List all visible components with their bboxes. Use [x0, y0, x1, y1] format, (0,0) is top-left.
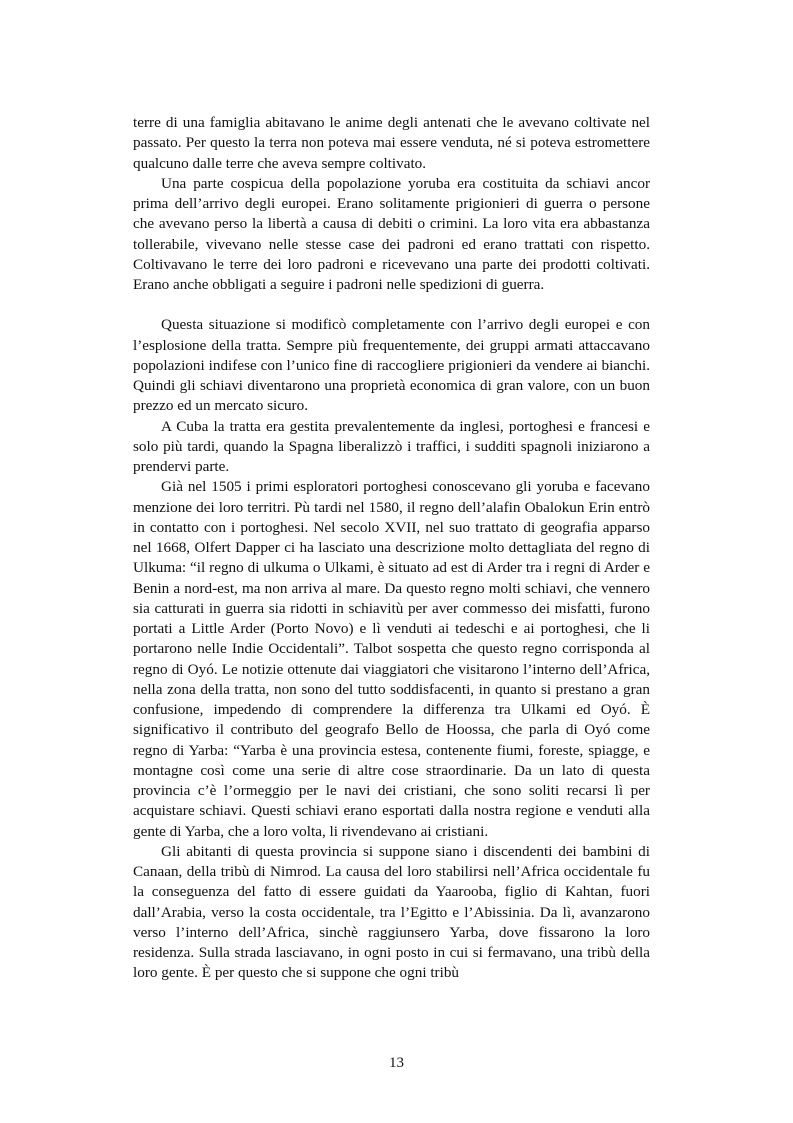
paragraph-slave-trade: Questa situazione si modificò completamente con l’arrivo degli europei e con l’esplosione della tratta. Sempre più frequentemente, dei gruppi armati attaccavano popolazioni indifese con l’unico fine di raccogliere prigionieri da vendere ai bianchi. Quindi gli schiavi diventarono una proprietà economica di gran valore, con un buon prezzo ed un mercato sicuro.	[133, 316, 650, 415]
paragraph-continuation: terre di una famiglia abitavano le anime degli antenati che le avevano coltivate nel passato. Per questo la terra non poteva mai essere venduta, né si poteva estromettere qualcuno dalle terre che aveva sempre coltivato.	[133, 114, 650, 172]
section-gap	[133, 295, 650, 315]
paragraph-cuba: A Cuba la tratta era gestita prevalentemente da inglesi, portoghesi e francesi e solo più tardi, quando la Spagna liberalizzò i traffici, i sudditi spagnoli iniziarono a prendervi parte.	[133, 417, 650, 475]
page-number: 13	[389, 1055, 404, 1071]
body-text	[133, 113, 650, 984]
paragraph-slaves-before-europeans: Una parte cospicua della popolazione yoruba era costituita da schiavi ancor prima dell’arrivo degli europei. Erano solitamente prigionieri di guerra o persone che avevano perso la libertà a causa di debiti o crimini. La loro vita era abbastanza tollerabile, vivevano nelle stesse case dei padroni ed erano trattati con rispetto. Coltivavano le terre dei loro padroni e ricevevano una parte dei prodotti coltivati. Erano anche obbligati a seguire i padroni nelle spedizioni di guerra.	[133, 174, 650, 293]
paragraph-origins: Gli abitanti di questa provincia si suppone siano i discendenti dei bambini di Canaan, della tribù di Nimrod. La causa del loro stabilirsi nell’Africa occidentale fu la conseguenza del fatto di essere guidati da Yaarooba, figlio di Kahtan, fuori dall’Arabia, verso la costa occidentale, tra l’Egitto e l’Abissinia. Da lì, avanzarono verso l’interno dell’Africa, sinchè raggiunsero Yarba, dove fissarono la loro residenza. Sulla strada lasciavano, in ogni posto in cui si fermavano, una tribù della loro gente. È per questo che si suppone che ogni tribù	[133, 842, 650, 982]
paragraph-history: Già nel 1505 i primi esploratori portoghesi conoscevano gli yoruba e facevano menzione dei loro territri. Pù tardi nel 1580, il regno dell’alafin Obalokun Erin entrò in contatto con i portoghesi. Nel secolo XVII, nel suo trattato di geografia apparso nel 1668, Olfert Dapper ci ha lasciato una descrizione molto dettagliata del regno di Ulkuma: “il regno di ulkuma o Ulkami, è situato ad est di Arder tra i regni di Arder e Benin a nord-est, ma non arriva al mare. Da questo regno molti schiavi, che vennero sia catturati in guerra sia ridotti in schiavitù per aver commesso dei misfatti, furono portati a Little Arder (Porto Novo) e lì venduti ai tedeschi e ai portoghesi, che li portarono nelle Indie Occidentali”. Talbot sospetta che questo regno corrisponda al regno di Oyó. Le notizie ottenute dai viaggiatori che visitarono l’interno dell’Africa, nella zona della tratta, non sono del tutto soddisfacenti, in quanto si prestano a gran confusione, impedendo di comprendere la differenza tra Ulkami ed Oyó. È significativo il contributo del geografo Bello de Hoossa, che parla di Oyó come regno di Yarba: “Yarba è una provincia estesa, contenente fiumi, foreste, spiagge, e montagne così come una serie di altre cose straordinarie. Da un lato di questa provincia c’è l’ormeggio per le navi dei cristiani, che sono soliti recarsi lì per acquistare schiavi. Questi schiavi erano esportati dalla nostra regione e venduti alla gente di Yarba, che a loro volta, li rivendevano ai cristiani.	[133, 478, 650, 840]
